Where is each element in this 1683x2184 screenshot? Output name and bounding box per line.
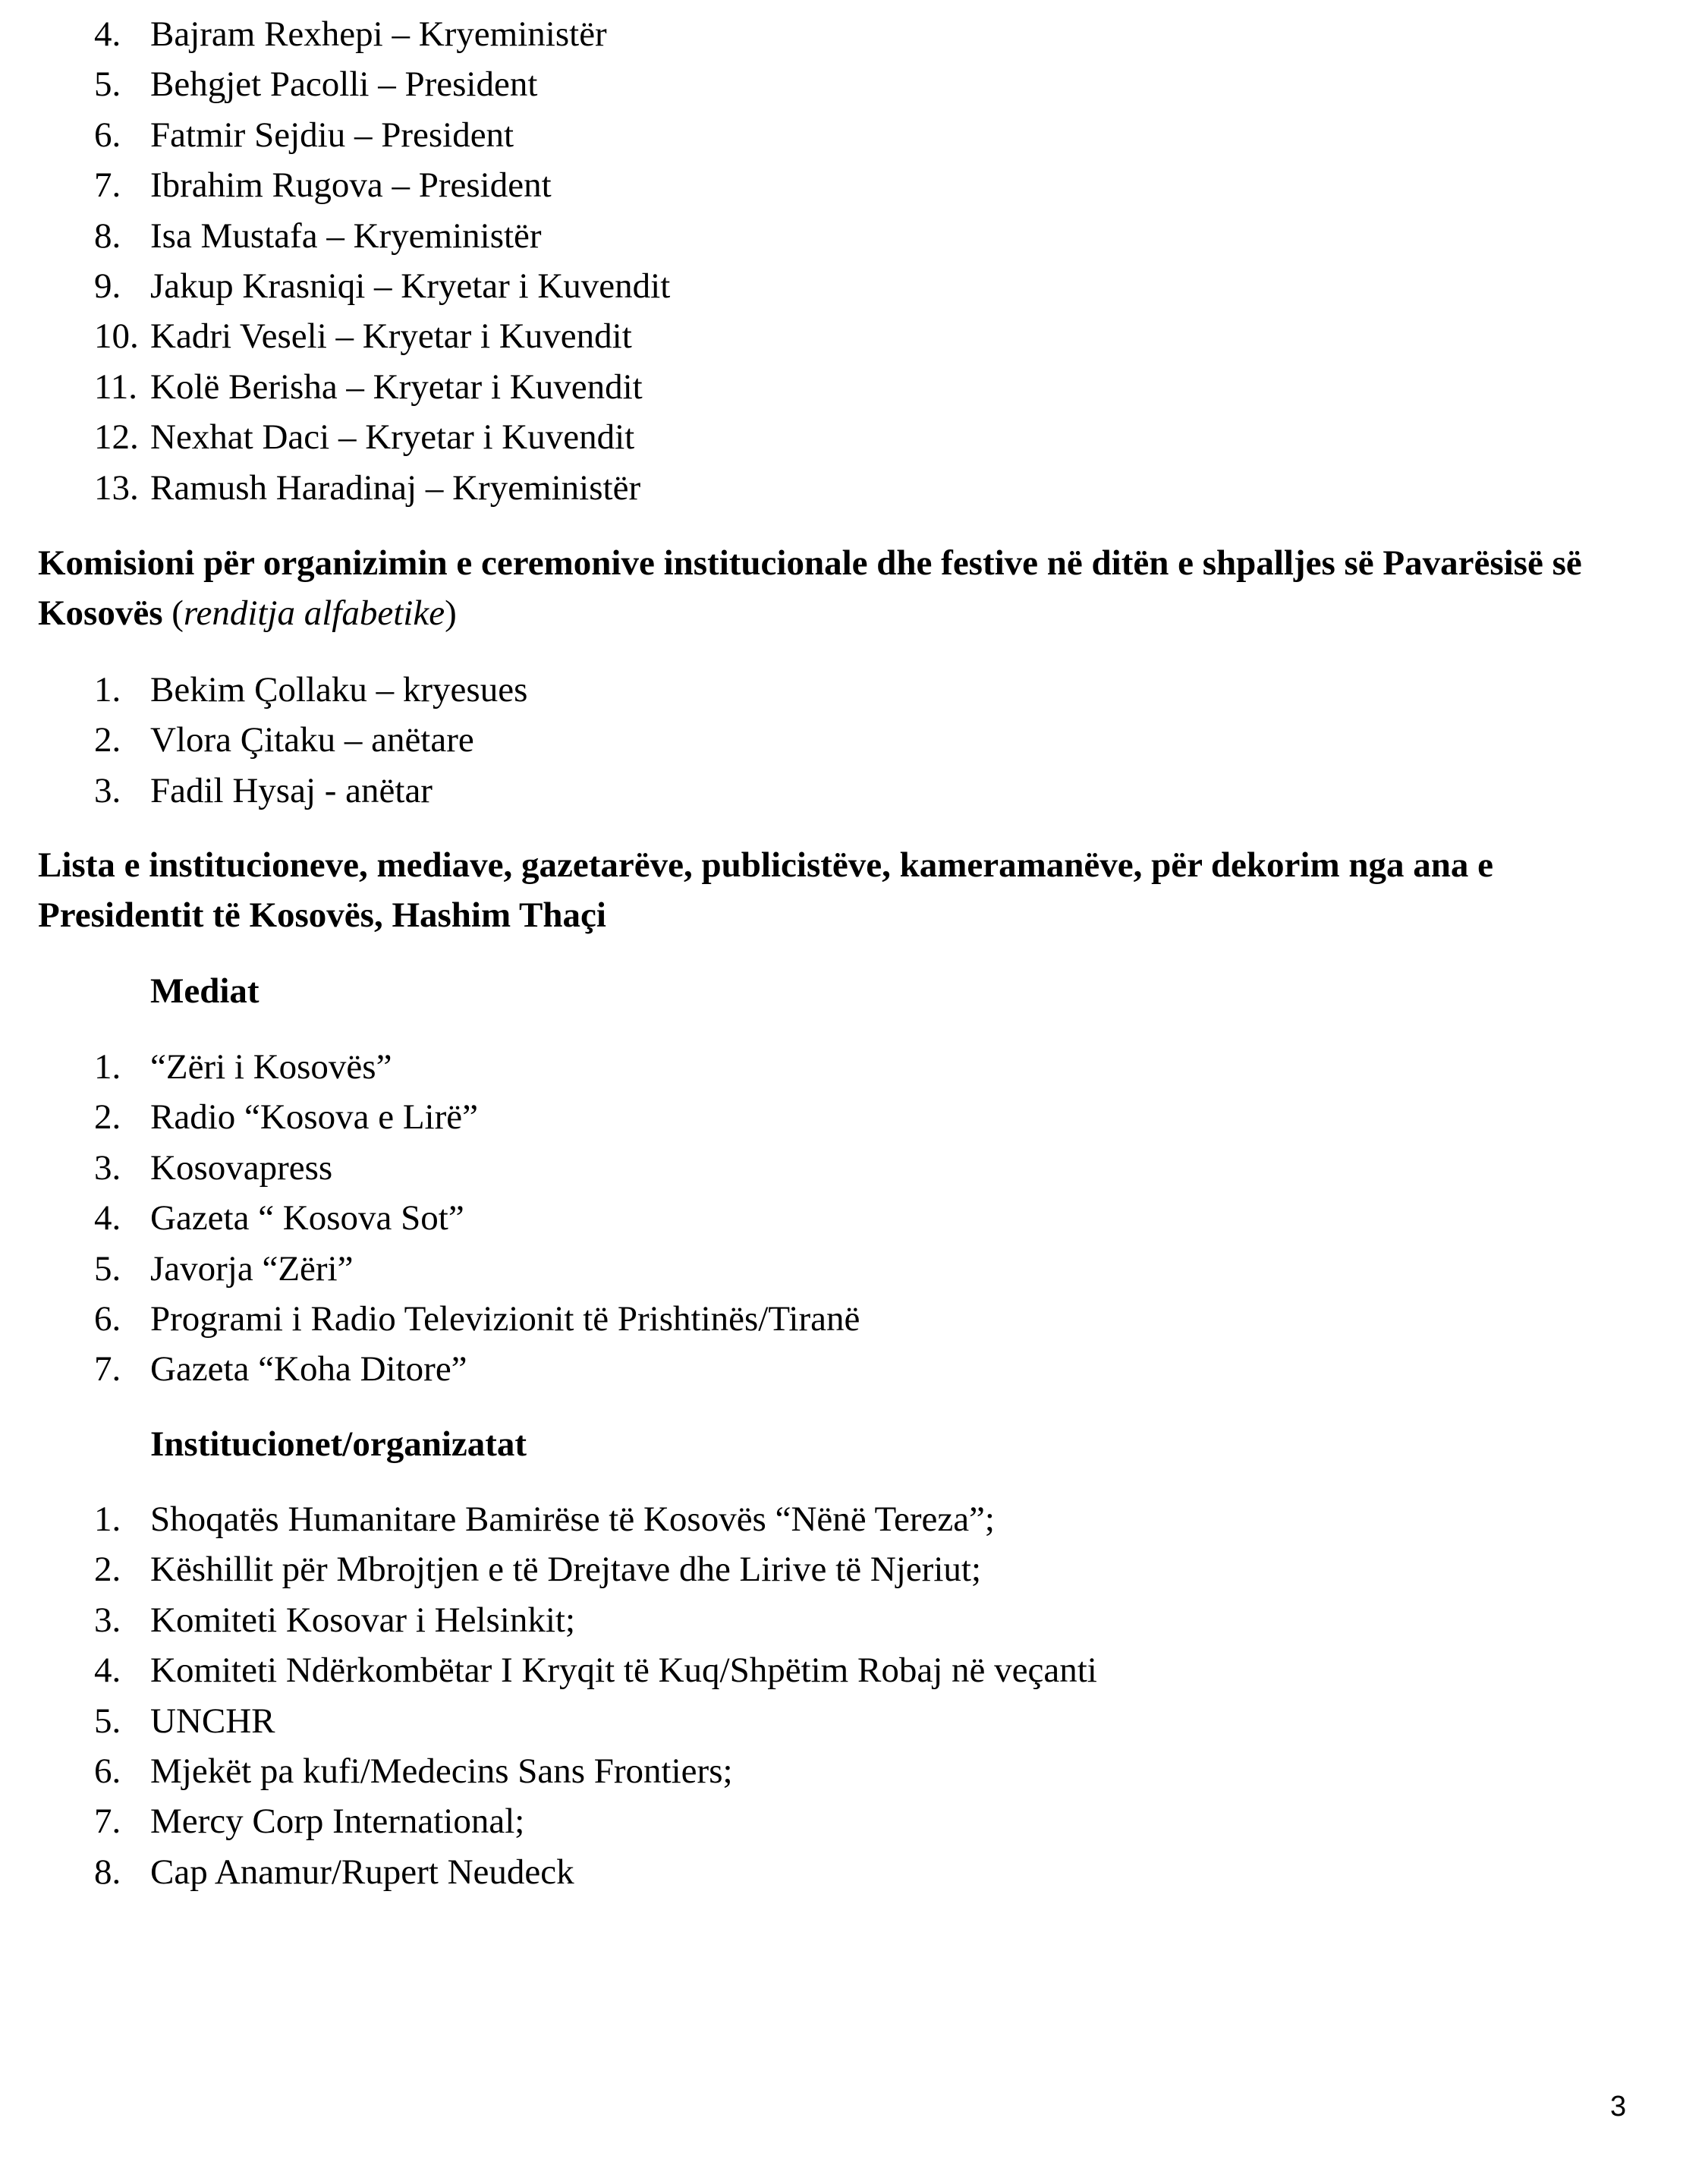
list-item bbox=[0, 766, 1683, 816]
list-item-number: 5. bbox=[94, 1701, 121, 1741]
list-item-text: Jakup Krasniqi – Kryetar i Kuvendit bbox=[150, 266, 671, 306]
list-item bbox=[0, 1847, 1683, 1897]
list-item-text: Javorja “Zëri” bbox=[150, 1248, 354, 1289]
list-item bbox=[0, 1494, 1683, 1544]
list-item-number: 6. bbox=[94, 1298, 121, 1339]
list-item-number: 4. bbox=[94, 14, 121, 54]
list-item bbox=[0, 211, 1683, 261]
commission-heading-note: renditja alfabetike bbox=[183, 593, 445, 634]
list-item-text: Fadil Hysaj - anëtar bbox=[150, 770, 433, 810]
list-item-number: 1. bbox=[94, 1047, 121, 1087]
list-item-number: 11. bbox=[94, 367, 138, 407]
list-item bbox=[0, 311, 1683, 361]
list-item-number: 6. bbox=[94, 115, 121, 155]
list-item-text: Bekim Çollaku – kryesues bbox=[150, 670, 528, 710]
list-item-number: 7. bbox=[94, 165, 121, 206]
list-item-text: Cap Anamur/Rupert Neudeck bbox=[150, 1852, 574, 1892]
commission-members-list bbox=[0, 665, 1683, 816]
list-item-number: 2. bbox=[94, 1097, 121, 1138]
list-item bbox=[0, 1796, 1683, 1846]
list-item-number: 5. bbox=[94, 65, 121, 105]
list-item-text: Këshillit për Mbrojtjen e të Drejtave dhe Lirive të Njeriut; bbox=[150, 1550, 981, 1590]
list-item bbox=[0, 1595, 1683, 1645]
list-item-text: Radio “Kosova e Lirë” bbox=[150, 1097, 478, 1138]
list-item-text: Ibrahim Rugova – President bbox=[150, 165, 552, 206]
list-item-text: Kosovapress bbox=[150, 1147, 333, 1188]
list-item-text: Behgjet Pacolli – President bbox=[150, 65, 538, 105]
list-item-number: 10. bbox=[94, 316, 139, 357]
list-item-text: Shoqatës Humanitare Bamirëse të Kosovës “Nënë Tereza”; bbox=[150, 1500, 995, 1539]
list-item-text: Programi i Radio Televizionit të Prishtinës/Tiranë bbox=[150, 1298, 860, 1339]
list-item-number: 9. bbox=[94, 266, 121, 306]
commission-heading-open-paren: ( bbox=[162, 593, 184, 634]
list-item-text: Komiteti Ndërkombëtar I Kryqit të Kuq/Shpëtim Robaj në veçanti bbox=[150, 1651, 1097, 1691]
media-list bbox=[0, 1042, 1683, 1395]
list-item-text: Fatmir Sejdiu – President bbox=[150, 115, 514, 155]
list-item-text: Gazeta “ Kosova Sot” bbox=[150, 1198, 464, 1238]
list-item bbox=[0, 1143, 1683, 1193]
list-item bbox=[0, 1544, 1683, 1594]
list-item-number: 1. bbox=[94, 1500, 121, 1539]
decoration-heading: Lista e institucioneve, mediave, gazetarëve, publicistëve, kameramanëve, për dekorim nga ana e Presidentit të Kosovës, Hashim Thaçi bbox=[38, 845, 1494, 936]
list-item bbox=[0, 1092, 1683, 1142]
list-item-number: 3. bbox=[94, 1147, 121, 1188]
list-item-number: 4. bbox=[94, 1198, 121, 1238]
list-item bbox=[0, 1696, 1683, 1746]
commission-heading-close-paren: ) bbox=[445, 593, 457, 634]
commission-heading-text: Komisioni për organizimin e ceremonive institucionale dhe festive në ditën e shpalljes së Pavarësisë së Kosovës bbox=[38, 543, 1582, 634]
list-item-text: Kadri Veseli – Kryetar i Kuvendit bbox=[150, 316, 632, 357]
list-item-number: 7. bbox=[94, 1349, 121, 1389]
list-item bbox=[0, 463, 1683, 513]
list-item bbox=[0, 665, 1683, 715]
list-item bbox=[0, 160, 1683, 210]
list-item-number: 3. bbox=[94, 770, 121, 810]
list-item-text: Nexhat Daci – Kryetar i Kuvendit bbox=[150, 417, 635, 458]
list-item-text: Mercy Corp International; bbox=[150, 1802, 525, 1842]
list-item-text: Kolë Berisha – Kryetar i Kuvendit bbox=[150, 367, 643, 407]
list-item bbox=[0, 362, 1683, 412]
list-item-number: 4. bbox=[94, 1651, 121, 1691]
list-item-number: 3. bbox=[94, 1600, 121, 1640]
list-item-number: 8. bbox=[94, 1852, 121, 1892]
list-item bbox=[0, 1193, 1683, 1243]
list-item-number: 1. bbox=[94, 670, 121, 710]
list-item-number: 13. bbox=[94, 467, 139, 508]
list-item bbox=[0, 1042, 1683, 1092]
list-item-number: 7. bbox=[94, 1802, 121, 1842]
list-item-text: Gazeta “Koha Ditore” bbox=[150, 1349, 467, 1389]
list-item-number: 12. bbox=[94, 417, 139, 458]
list-item bbox=[0, 1344, 1683, 1394]
institutions-subheading: Institucionet/organizatat bbox=[150, 1424, 527, 1464]
list-item bbox=[0, 59, 1683, 109]
list-item bbox=[0, 261, 1683, 311]
list-item-number: 2. bbox=[94, 720, 121, 760]
list-item-text: UNCHR bbox=[150, 1701, 275, 1741]
list-item-number: 8. bbox=[94, 216, 121, 256]
list-item-number: 2. bbox=[94, 1550, 121, 1590]
list-item-number: 6. bbox=[94, 1751, 121, 1791]
commission-heading bbox=[38, 538, 1654, 639]
list-item bbox=[0, 1645, 1683, 1695]
list-item-text: “Zëri i Kosovës” bbox=[150, 1047, 392, 1087]
list-item bbox=[0, 412, 1683, 462]
list-item-number: 5. bbox=[94, 1248, 121, 1289]
list-item bbox=[0, 1294, 1683, 1344]
list-item-text: Isa Mustafa – Kryeministër bbox=[150, 216, 542, 256]
list-item-text: Komiteti Kosovar i Helsinkit; bbox=[150, 1600, 576, 1640]
media-subheading: Mediat bbox=[150, 971, 260, 1011]
institutions-list bbox=[0, 1494, 1683, 1897]
list-item bbox=[0, 1244, 1683, 1294]
list-item-text: Vlora Çitaku – anëtare bbox=[150, 720, 474, 760]
list-item-text: Ramush Haradinaj – Kryeministër bbox=[150, 467, 641, 508]
list-item bbox=[0, 1746, 1683, 1796]
list-item bbox=[0, 715, 1683, 765]
list-item-text: Bajram Rexhepi – Kryeministër bbox=[150, 14, 607, 54]
list-item-text: Mjekët pa kufi/Medecins Sans Frontiers; bbox=[150, 1751, 733, 1791]
list-item bbox=[0, 110, 1683, 160]
officials-list bbox=[0, 9, 1683, 513]
page-number: 3 bbox=[1610, 2091, 1627, 2123]
list-item bbox=[0, 9, 1683, 59]
